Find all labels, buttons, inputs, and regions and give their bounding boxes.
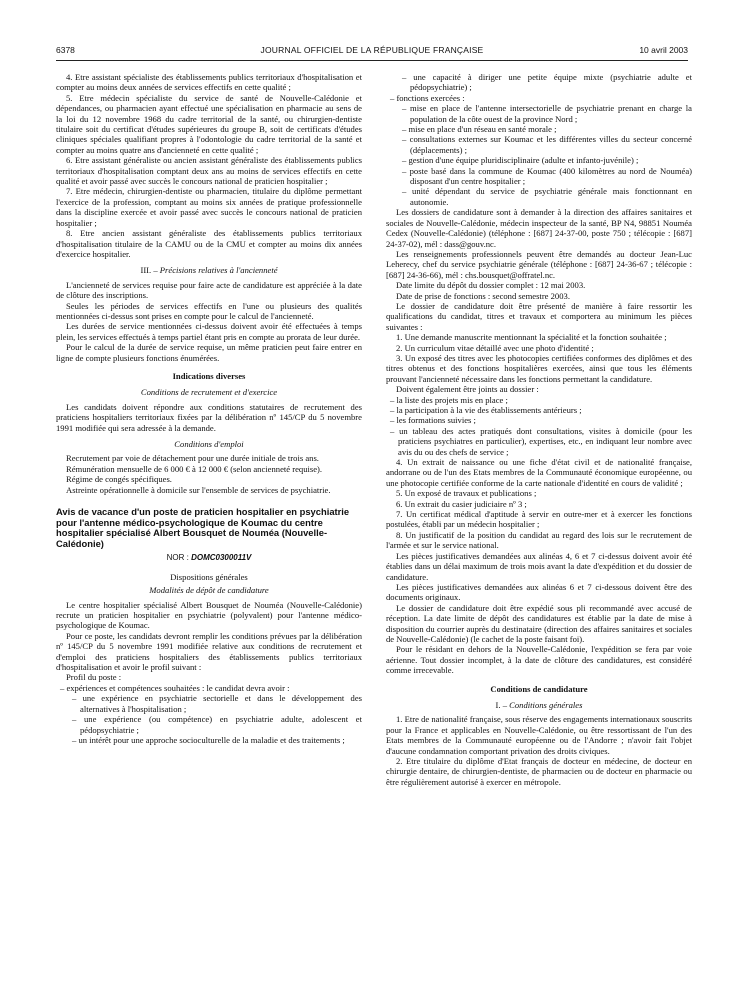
list-item: – gestion d'une équipe pluridisciplinaire (adulte et infanto-juvénile) ; [402, 155, 639, 166]
paragraph: Les durées de service mentionnées ci-dessus doivent avoir été effectuées à temps plein, les services effectués à temps partiel étant pris en compte au prorata de leur durée. [56, 321, 362, 342]
paragraph: Date limite du dépôt du dossier complet : 12 mai 2003. [396, 280, 586, 291]
conditions-heading: Conditions de candidature [490, 683, 588, 694]
left-column [56, 72, 362, 978]
paragraph: 4. Etre assistant spécialiste des établissements publics territoriaux d'hospitalisation et compter au moins deux années de services effectifs en cette qualité ; [56, 72, 362, 93]
paragraph: Les dossiers de candidature sont à demander à la direction des affaires sanitaires et sociales de Nouvelle-Calédonie, médecin inspecteur de la santé, BP N4, 98851 Nouméa Cedex (Nouvelle-Calédonie) (téléphone : [687] 24-37-00, poste 750 ; télécopie : [687] 24-37-02), mél : dass@gouv.nc. [386, 207, 692, 249]
list-item: – la participation à la vie des établissements antérieurs ; [390, 405, 582, 415]
paragraph: 2. Etre titulaire du diplôme d'Etat français de docteur en médecine, de docteur en chirurgie dentaire, de chirurgien-dentiste, de pharmacien ou de docteur en pharmacie ou être régulièrement autorisé à exercer en métropole. [386, 756, 692, 787]
subheading: Modalités de dépôt de candidature [149, 585, 269, 596]
paragraph: 8. Etre ancien assistant généraliste des établissements publics territoriaux d'hospitalisation titulaire de la CAMU ou de la CMU et compter au moins dix années d'exercice hospitalier. [56, 228, 362, 259]
subheading: Conditions de recrutement et d'exercice [140, 387, 278, 398]
paragraph: Doivent également être joints au dossier : [396, 384, 539, 395]
list-item: – un intérêt pour une approche socioculturelle de la maladie et des traitements ; [72, 734, 345, 745]
issue-date: 10 avril 2003 [639, 45, 688, 55]
paragraph: L'ancienneté de services requise pour faire acte de candidature est appréciée à la date de clôture des inscriptions. [56, 279, 362, 301]
section-heading [386, 700, 692, 710]
section-title: Conditions générales [509, 699, 583, 710]
list-item: – la liste des projets mis en place ; [390, 394, 508, 405]
list-item: – mise en place d'un réseau en santé morale ; [402, 124, 557, 135]
nor-label: NOR : [166, 553, 192, 563]
paragraph: Les renseignements professionnels peuvent être demandés au docteur Jean-Luc Leherecy, chef du service psychiatrie générale (téléphone : [687] 24-36-67 ; télécopie : [687] 24-36-66), mél : chs.bousquet@offratel.nc. [386, 248, 692, 280]
page-header [56, 45, 688, 59]
paragraph: 3. Un exposé des titres avec les photocopies certifiées conformes des diplômes et des titres obtenus et des fonctions hospitalières exercées, ainsi que tous les éléments prouvant l'ancienneté nécessaire dans les fonctions permettant la candidature. [386, 352, 692, 384]
list-item: – consultations externes sur Koumac et les différentes villes du secteur concerné (déplacements) ; [402, 134, 692, 155]
paragraph: Le dossier de candidature doit être expédié sous pli recommandé avec accusé de réception. La date limite de dépôt des candidatures est établie par la date de mise à disposition du courrier auprès du destinataire (direction des affaires sanitaires et sociales de Nouvelle-Calédonie) (le cachet de la poste faisant foi). [386, 602, 692, 644]
paragraph: 6. Un extrait du casier judiciaire nº 3 ; [396, 498, 527, 509]
list-item: – unité dépendant du service de psychiatrie générale mais fonctionnant en autonomie. [402, 186, 692, 207]
paragraph: 2. Un curriculum vitae détaillé avec une photo d'identité ; [396, 342, 594, 353]
section-number: I. – [495, 699, 510, 710]
paragraph: 4. Un extrait de naissance ou une fiche d'état civil et de nationalité française, andorrane ou de l'un des Etats membres de la Communauté économique européenne, ou une photocopie certifiée conforme de la carte nationale d'identité en cours de validité ; [386, 457, 692, 488]
paragraph: Pour le calcul de la durée de service requise, un même praticien peut faire entrer en ligne de compte plusieurs fonctions énumérées. [56, 342, 362, 363]
paragraph: Les pièces justificatives demandées aux alinéas 4, 6 et 7 ci-dessus doivent avoir été établies dans un délai maximum de trois mois avant la date d'expédition et du dossier de candidature. [386, 550, 692, 582]
paragraph: Astreinte opérationnelle à domicile sur l'ensemble de services de psychiatrie. [66, 484, 331, 495]
list-item: – mise en place de l'antenne intersectorielle de psychiatrie prenant en charge la population de la côte ouest de la province Nord ; [402, 103, 692, 124]
list-item: – une capacité à diriger une petite équipe mixte (psychiatrie adulte et pédopsychiatrie) ; [402, 72, 692, 93]
list-item: – un tableau des actes pratiqués dont consultations, visites à domicile (pour les praticiens psychiatres en particulier), expertises, etc., en indiquant leur nombre avec avis du ou des chefs de service ; [390, 425, 692, 457]
paragraph: 8. Un justificatif de la position du candidat au regard des lois sur le recrutement de l'armée et sur le service national. [386, 529, 692, 551]
paragraph: 7. Etre médecin, chirurgien-dentiste ou pharmacien, titulaire du diplôme permettant l'exercice de la profession, comptant au moins six années de pratique professionnelle dans la discipline exercée et avoir passé avec succès le concours national de praticien hospitalier ; [56, 186, 362, 228]
list-item: – expériences et compétences souhaitées : le candidat devra avoir : [60, 682, 290, 693]
page-number: 6378 [56, 45, 75, 55]
header-rule [56, 60, 688, 61]
right-column [386, 72, 692, 978]
subheading: Conditions d'emploi [174, 439, 244, 449]
list-item: – fonctions exercées : [390, 92, 465, 103]
paragraph: Les candidats doivent répondre aux conditions statutaires de recrutement des praticiens hospitaliers territoriaux fixées par la délibération nº 145/CP du 5 novembre 1991 modifiée qui sera adressée à la demande. [56, 401, 362, 433]
paragraph: Pour le résidant en dehors de la Nouvelle-Calédonie, l'expédition se fera par voie aérienne. Tout dossier incomplet, à la date de clôture des candidatures, est considéré comme irrecevable. [386, 644, 692, 676]
nor-reference [56, 553, 362, 563]
section-title: Précisions relatives à l'ancienneté [159, 265, 278, 276]
list-item: – une expérience (ou compétence) en psychiatrie adulte, adolescent et pédopsychiatrie ; [72, 714, 362, 735]
paragraph: Pour ce poste, les candidats devront remplir les conditions prévues par la délibération nº 145/CP du 5 novembre 1991 modifiée relative aux conditions de recrutement et d'emploi des praticiens hospitaliers des établissements publics territoriaux d'hospitalisation et avoir le profil suivant : [56, 630, 362, 673]
paragraph: 5. Un exposé de travaux et publications ; [396, 488, 537, 499]
section-number: III. – [140, 265, 160, 276]
paragraph: Seules les périodes de services effectifs en l'une ou plusieurs des qualités mentionnées ci-dessus sont prises en compte pour le calcul de l'ancienneté. [56, 300, 362, 321]
paragraph: Rémunération mensuelle de 6 000 € à 12 000 € (selon ancienneté requise). [66, 463, 323, 474]
section-heading [56, 265, 362, 275]
indications-heading: Indications diverses [172, 370, 246, 381]
paragraph: 1. Une demande manuscrite mentionnant la spécialité et la fonction souhaitée ; [396, 332, 667, 343]
paragraph: Le centre hospitalier spécialisé Albert Bousquet de Nouméa (Nouvelle-Calédonie) recrute un praticien hospitalier en psychiatrie (polyvalent) pour l'antenne médico-psychologique de Koumac. [56, 599, 362, 631]
paragraph: Les pièces justificatives demandées aux alinéas 6 et 7 ci-dessous doivent être des documents originaux. [386, 581, 692, 603]
list-item: – une expérience en psychiatrie sectorielle et dans le développement des alternatives à l'hospitalisation ; [72, 693, 362, 714]
paragraph: Date de prise de fonctions : second semestre 2003. [396, 290, 570, 301]
paragraph: 7. Un certificat médical d'aptitude à servir en outre-mer et à exercer les fonctions postulées, établi par un médecin hospitalier ; [386, 509, 692, 530]
paragraph: 6. Etre assistant généraliste ou ancien assistant généraliste des établissements publics territoriaux d'hospitalisation comptant deux ans au moins de services effectifs en cette qualité et avoir passé avec succès le concours national de praticien hospitalier ; [56, 155, 362, 187]
journal-title: JOURNAL OFFICIEL DE LA RÉPUBLIQUE FRANÇAISE [260, 45, 484, 55]
list-item: – les formations suivies ; [390, 415, 476, 426]
paragraph: Profil du poste : [66, 672, 122, 683]
paragraph: 5. Etre médecin spécialiste du service de santé de Nouvelle-Calédonie et dépendances, ou pharmacien ayant effectué une spécialisation en pharmacie au sens de la loi du 12 novembre 1968 du cadre territorial de la santé, ou chirurgien-dentiste titulaire soit du certificat d'études supérieures du groupe B, soit de certificats d'études cliniques spéciales qualifiant propres à l'odontologie du cadre territorial de la santé et compter au moins quatre ans d'ancienneté en cette qualité ; [56, 92, 362, 155]
notice-title: Avis de vacance d'un poste de praticien hospitalier en psychiatrie pour l'antenne médico-psychologique de Koumac du centre hospitalier spécialisé Albert Bousquet de Nouméa (Nouvelle-Calédonie) [56, 506, 350, 549]
paragraph: 1. Etre de nationalité française, sous réserve des engagements internationaux souscrits pour la France et applicables en Nouvelle-Calédonie, ou être ressortissant de l'un des Etats membres de la Communauté européenne ou de l'Andorre ; n'avoir fait l'objet d'aucune condamnation comportant privation des droits civiques. [386, 714, 692, 756]
list-item: – poste basé dans la commune de Koumac (400 kilomètres au nord de Nouméa) disposant d'un centre hospitalier ; [402, 165, 692, 187]
paragraph: Régime de congés spécifiques. [66, 474, 172, 485]
dispositions-heading: Dispositions générales [170, 571, 248, 582]
nor-code: DOMC0300011V [191, 553, 252, 563]
paragraph: Le dossier de candidature doit être présenté de manière à faire ressortir les qualifications du candidat, titres et travaux et comportera au minimum les pièces suivantes : [386, 300, 692, 332]
paragraph: Recrutement par voie de détachement pour une durée initiale de trois ans. [66, 453, 319, 464]
